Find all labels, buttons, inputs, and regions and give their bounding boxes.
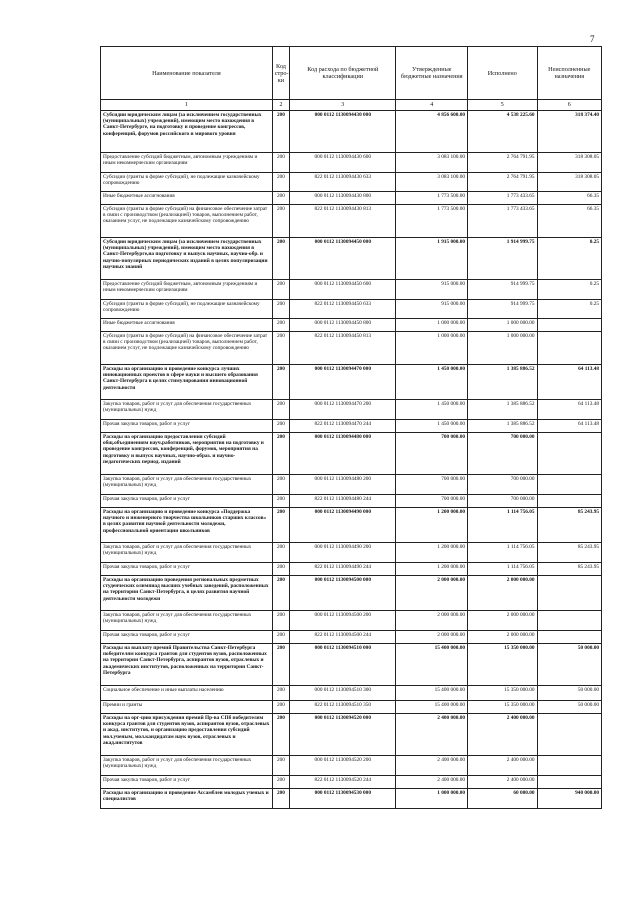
row-budget-code-cell: 000 0112 1130094470 000 bbox=[290, 365, 396, 400]
row-line-code-cell: 200 bbox=[272, 756, 289, 776]
row-budget-code-cell: 000 0112 1130094500 000 bbox=[290, 576, 396, 611]
row-executed-cell: 700 000.00 bbox=[468, 495, 538, 508]
row-executed-cell: 1 385 886.52 bbox=[468, 400, 538, 420]
column-number: 2 bbox=[272, 100, 289, 111]
row-executed-cell: 2 000 000.00 bbox=[468, 576, 538, 611]
row-name-cell: Премии и гранты bbox=[101, 701, 273, 714]
header-budget-code: Код расхода по бюджетной классификации bbox=[290, 47, 396, 100]
row-line-code-cell: 200 bbox=[272, 300, 289, 319]
row-budget-code-cell: 000 0112 1130094450 800 bbox=[290, 319, 396, 332]
row-approved-cell: 700 000.00 bbox=[396, 475, 468, 495]
row-name-cell: Расходы на организацию предоставления субсидий общ.объединениям науч.работников, мероприятия на подготовку и проведение конгрессов, конференций, форумов, мероприятия на подготовку и выпуск научных, научно-образ. и научно-педагогических период. изданий bbox=[101, 433, 273, 475]
row-line-code-cell: 200 bbox=[272, 611, 289, 631]
row-budget-code-cell: 822 0112 1130094430 813 bbox=[290, 205, 396, 238]
row-budget-code-cell: 000 0112 1130094490 000 bbox=[290, 508, 396, 543]
row-executed-cell: 700 000.00 bbox=[468, 475, 538, 495]
table-row bbox=[101, 332, 602, 365]
row-line-code-cell: 200 bbox=[272, 508, 289, 543]
row-approved-cell: 1 200 000.00 bbox=[396, 543, 468, 563]
row-executed-cell: 914 999.75 bbox=[468, 280, 538, 300]
row-budget-code-cell: 000 0112 1130094520 200 bbox=[290, 756, 396, 776]
row-budget-code-cell: 000 0112 1130094430 000 bbox=[290, 111, 396, 153]
table-row bbox=[101, 153, 602, 173]
row-executed-cell: 1 114 756.05 bbox=[468, 508, 538, 543]
header-name: Наименование показателя bbox=[101, 47, 273, 100]
row-executed-cell: 2 000 000.00 bbox=[468, 631, 538, 644]
row-name-cell: Прочая закупка товаров, работ и услуг bbox=[101, 776, 273, 789]
row-name-cell: Субсидии юридическим лицам (за исключением государственных (муниципальных) учреждений), имеющим место нахождения в Санкт-Петербурге, на подготовку и проведение конгрессов, конференций, форумов российского и мирового уровня bbox=[101, 111, 273, 153]
row-unexecuted-cell bbox=[537, 611, 601, 631]
row-line-code-cell: 200 bbox=[272, 319, 289, 332]
row-executed-cell: 1 000 000.00 bbox=[468, 332, 538, 365]
row-executed-cell: 1 385 886.52 bbox=[468, 365, 538, 400]
row-executed-cell: 2 764 791.95 bbox=[468, 173, 538, 192]
row-approved-cell: 4 856 600.00 bbox=[396, 111, 468, 153]
row-executed-cell: 1 385 886.52 bbox=[468, 420, 538, 433]
row-unexecuted-cell: 85 243.95 bbox=[537, 508, 601, 543]
row-executed-cell: 1 114 756.05 bbox=[468, 543, 538, 563]
row-unexecuted-cell bbox=[537, 495, 601, 508]
row-approved-cell: 15 400 000.00 bbox=[396, 644, 468, 686]
column-number: 3 bbox=[290, 100, 396, 111]
row-unexecuted-cell: 50 000.00 bbox=[537, 701, 601, 714]
row-budget-code-cell: 822 0112 1130094500 244 bbox=[290, 631, 396, 644]
row-line-code-cell: 200 bbox=[272, 543, 289, 563]
row-line-code-cell: 200 bbox=[272, 714, 289, 756]
row-approved-cell: 1 000 000.00 bbox=[396, 789, 468, 809]
row-approved-cell: 2 000 000.00 bbox=[396, 631, 468, 644]
row-approved-cell: 2 000 000.00 bbox=[396, 611, 468, 631]
table-row bbox=[101, 205, 602, 238]
row-approved-cell: 915 000.00 bbox=[396, 280, 468, 300]
row-line-code-cell: 200 bbox=[272, 238, 289, 280]
row-line-code-cell: 200 bbox=[272, 280, 289, 300]
table-row bbox=[101, 319, 602, 332]
row-executed-cell: 700 000.00 bbox=[468, 433, 538, 475]
table-row bbox=[101, 631, 602, 644]
row-approved-cell: 1 450 000.00 bbox=[396, 365, 468, 400]
row-approved-cell: 2 400 000.00 bbox=[396, 714, 468, 756]
row-unexecuted-cell: 0.25 bbox=[537, 238, 601, 280]
row-unexecuted-cell: 85 243.95 bbox=[537, 563, 601, 576]
row-unexecuted-cell: 85 243.95 bbox=[537, 543, 601, 563]
row-unexecuted-cell: 64 113.48 bbox=[537, 400, 601, 420]
row-unexecuted-cell bbox=[537, 776, 601, 789]
row-unexecuted-cell bbox=[537, 576, 601, 611]
row-unexecuted-cell: 66.35 bbox=[537, 205, 601, 238]
row-unexecuted-cell: 64 113.48 bbox=[537, 365, 601, 400]
row-line-code-cell: 200 bbox=[272, 400, 289, 420]
row-budget-code-cell: 000 0112 1130094450 000 bbox=[290, 238, 396, 280]
row-name-cell: Прочая закупка товаров, работ и услуг bbox=[101, 420, 273, 433]
row-name-cell: Закупка товаров, работ и услуг для обеспечения государственных (муниципальных) нужд bbox=[101, 611, 273, 631]
row-unexecuted-cell: 318 308.05 bbox=[537, 173, 601, 192]
row-budget-code-cell: 000 0112 1130094510 000 bbox=[290, 644, 396, 686]
row-name-cell: Закупка товаров, работ и услуг для обеспечения государственных (муниципальных) нужд bbox=[101, 475, 273, 495]
row-line-code-cell: 200 bbox=[272, 644, 289, 686]
row-name-cell: Расходы на орг-цию присуждения премий Пр-ва СПб победителям конкурса грантов для студентов вузов, аспирантов вузов, отраслевых и акад. институтов, и организацию предоставления субсидий мол.ученым, мол.кандидатам наук вузов, отраслевых и акад.институтов bbox=[101, 714, 273, 756]
row-approved-cell: 1 200 000.00 bbox=[396, 508, 468, 543]
table-row bbox=[101, 543, 602, 563]
row-line-code-cell: 200 bbox=[272, 789, 289, 809]
row-unexecuted-cell bbox=[537, 319, 601, 332]
row-executed-cell: 60 000.00 bbox=[468, 789, 538, 809]
row-approved-cell: 15 400 000.00 bbox=[396, 701, 468, 714]
row-line-code-cell: 200 bbox=[272, 173, 289, 192]
row-unexecuted-cell bbox=[537, 475, 601, 495]
row-unexecuted-cell: 940 000.00 bbox=[537, 789, 601, 809]
row-budget-code-cell: 000 0112 1130094470 200 bbox=[290, 400, 396, 420]
row-line-code-cell: 200 bbox=[272, 475, 289, 495]
row-approved-cell: 2 400 000.00 bbox=[396, 756, 468, 776]
column-number: 6 bbox=[537, 100, 601, 111]
row-budget-code-cell: 822 0112 1130094490 244 bbox=[290, 563, 396, 576]
column-number-row bbox=[101, 100, 602, 111]
row-name-cell: Иные бюджетные ассигнования bbox=[101, 319, 273, 332]
table-row bbox=[101, 192, 602, 205]
row-line-code-cell: 200 bbox=[272, 153, 289, 173]
row-name-cell: Предоставление субсидий бюджетным, автономным учреждениям и иным некоммерческим организациям bbox=[101, 280, 273, 300]
table-row bbox=[101, 701, 602, 714]
table-row bbox=[101, 789, 602, 809]
row-name-cell: Субсидии (гранты в форме субсидий) на финансовое обеспечение затрат в связи с производством (реализацией) товаров, выполнением работ, оказанием услуг, не подлежащие казначейскому сопровождению bbox=[101, 205, 273, 238]
row-line-code-cell: 200 bbox=[272, 576, 289, 611]
row-approved-cell: 915 000.00 bbox=[396, 300, 468, 319]
row-executed-cell: 2 764 791.95 bbox=[468, 153, 538, 173]
row-unexecuted-cell bbox=[537, 433, 601, 475]
row-approved-cell: 1 000 000.00 bbox=[396, 319, 468, 332]
header-line-code: Код стро-ки bbox=[272, 47, 289, 100]
row-approved-cell: 1 200 000.00 bbox=[396, 563, 468, 576]
table-row bbox=[101, 300, 602, 319]
row-name-cell: Закупка товаров, работ и услуг для обеспечения государственных (муниципальных) нужд bbox=[101, 756, 273, 776]
row-approved-cell: 3 083 100.00 bbox=[396, 173, 468, 192]
row-name-cell: Субсидии (гранты в форме субсидий) на финансовое обеспечение затрат в связи с производством (реализацией) товаров, выполнением работ, оказанием услуг, не подлежащие казначейскому сопровождению bbox=[101, 332, 273, 365]
row-executed-cell: 1 773 433.65 bbox=[468, 192, 538, 205]
table-row bbox=[101, 686, 602, 701]
row-executed-cell: 2 400 000.00 bbox=[468, 776, 538, 789]
row-budget-code-cell: 000 0112 1130094450 600 bbox=[290, 280, 396, 300]
row-approved-cell: 2 400 000.00 bbox=[396, 776, 468, 789]
table-row bbox=[101, 714, 602, 756]
row-unexecuted-cell bbox=[537, 756, 601, 776]
row-executed-cell: 2 400 000.00 bbox=[468, 756, 538, 776]
row-name-cell: Субсидии юридическим лицам (за исключением государственных (муниципальных) учреждений), имеющим место нахождения в Санкт-Петербурге,на подготовку и выпуск научных, научно-обр. и научно-популярных периодических изданий в целях популяризации научных знаний bbox=[101, 238, 273, 280]
row-budget-code-cell: 000 0112 1130094430 600 bbox=[290, 153, 396, 173]
row-name-cell: Закупка товаров, работ и услуг для обеспечения государственных (муниципальных) нужд bbox=[101, 400, 273, 420]
table-row bbox=[101, 495, 602, 508]
row-budget-code-cell: 000 0112 1130094510 300 bbox=[290, 686, 396, 701]
row-budget-code-cell: 822 0112 1130094510 350 bbox=[290, 701, 396, 714]
row-budget-code-cell: 000 0112 1130094490 200 bbox=[290, 543, 396, 563]
row-name-cell: Прочая закупка товаров, работ и услуг bbox=[101, 563, 273, 576]
header-executed: Исполнено bbox=[468, 47, 538, 100]
column-number: 4 bbox=[396, 100, 468, 111]
row-executed-cell: 1 914 999.75 bbox=[468, 238, 538, 280]
row-name-cell: Расходы на организацию и проведение конкурса лучших инновационных проектов в сфере науки и высшего образования Санкт-Петербурга в целях стимулирования инновационной деятельности bbox=[101, 365, 273, 400]
row-approved-cell: 2 000 000.00 bbox=[396, 576, 468, 611]
row-unexecuted-cell: 50 000.00 bbox=[537, 644, 601, 686]
row-executed-cell: 2 400 000.00 bbox=[468, 714, 538, 756]
table-row bbox=[101, 365, 602, 400]
row-name-cell: Иные бюджетные ассигнования bbox=[101, 192, 273, 205]
row-budget-code-cell: 000 0112 1130094520 000 bbox=[290, 714, 396, 756]
row-executed-cell: 1 114 756.05 bbox=[468, 563, 538, 576]
table-row bbox=[101, 644, 602, 686]
table-header-row bbox=[101, 47, 602, 100]
row-unexecuted-cell: 64 113.48 bbox=[537, 420, 601, 433]
row-name-cell: Прочая закупка товаров, работ и услуг bbox=[101, 495, 273, 508]
table-row bbox=[101, 433, 602, 475]
row-budget-code-cell: 822 0112 1130094470 244 bbox=[290, 420, 396, 433]
row-budget-code-cell: 822 0112 1130094480 244 bbox=[290, 495, 396, 508]
row-line-code-cell: 200 bbox=[272, 701, 289, 714]
table-body bbox=[101, 111, 602, 809]
row-executed-cell: 15 350 000.00 bbox=[468, 644, 538, 686]
row-approved-cell: 1 915 000.00 bbox=[396, 238, 468, 280]
row-executed-cell: 1 000 000.00 bbox=[468, 319, 538, 332]
row-budget-code-cell: 822 0112 1130094430 633 bbox=[290, 173, 396, 192]
table-row bbox=[101, 420, 602, 433]
row-line-code-cell: 200 bbox=[272, 420, 289, 433]
row-executed-cell: 1 773 433.65 bbox=[468, 205, 538, 238]
row-line-code-cell: 200 bbox=[272, 433, 289, 475]
header-unexecuted: Неисполненные назначения bbox=[537, 47, 601, 100]
table-row bbox=[101, 475, 602, 495]
page-number: 7 bbox=[590, 34, 595, 44]
row-name-cell: Предоставление субсидий бюджетным, автономным учреждениям и иным некоммерческим организациям bbox=[101, 153, 273, 173]
row-name-cell: Расходы на выплату премий Правительства Санкт-Петербурга победителям конкурса грантов для студентов вузов, расположенных на территории Санкт-Петербурга, аспирантов вузов, отраслевых и академических институтов, расположенных на территории Санкт-Петербурга bbox=[101, 644, 273, 686]
row-executed-cell: 914 999.75 bbox=[468, 300, 538, 319]
row-approved-cell: 1 773 500.00 bbox=[396, 205, 468, 238]
row-budget-code-cell: 000 0112 1130094430 800 bbox=[290, 192, 396, 205]
row-unexecuted-cell: 66.35 bbox=[537, 192, 601, 205]
row-approved-cell: 3 083 100.00 bbox=[396, 153, 468, 173]
column-number: 5 bbox=[468, 100, 538, 111]
table-row bbox=[101, 111, 602, 153]
row-name-cell: Расходы на организацию и проведение конкурса «Поддержка научного и инженерного творчества школьников старших классов» в целях развития научной деятельности молодежи, профессиональной ориентации школьников bbox=[101, 508, 273, 543]
budget-execution-table bbox=[100, 46, 602, 809]
row-line-code-cell: 200 bbox=[272, 631, 289, 644]
row-line-code-cell: 200 bbox=[272, 563, 289, 576]
row-budget-code-cell: 000 0112 1130094480 200 bbox=[290, 475, 396, 495]
table-row bbox=[101, 173, 602, 192]
row-name-cell: Субсидии (гранты в форме субсидий), не подлежащие казначейскому сопровождению bbox=[101, 173, 273, 192]
row-executed-cell: 15 350 000.00 bbox=[468, 701, 538, 714]
row-unexecuted-cell: 0.25 bbox=[537, 300, 601, 319]
row-unexecuted-cell bbox=[537, 714, 601, 756]
row-line-code-cell: 200 bbox=[272, 365, 289, 400]
row-executed-cell: 4 538 225.60 bbox=[468, 111, 538, 153]
row-line-code-cell: 200 bbox=[272, 192, 289, 205]
row-name-cell: Социальное обеспечение и иные выплаты населению bbox=[101, 686, 273, 701]
table-row bbox=[101, 776, 602, 789]
row-unexecuted-cell: 0.25 bbox=[537, 280, 601, 300]
table-row bbox=[101, 563, 602, 576]
row-approved-cell: 700 000.00 bbox=[396, 433, 468, 475]
row-approved-cell: 1 773 500.00 bbox=[396, 192, 468, 205]
table-row bbox=[101, 611, 602, 631]
row-executed-cell: 15 350 000.00 bbox=[468, 686, 538, 701]
table-row bbox=[101, 400, 602, 420]
row-name-cell: Субсидии (гранты в форме субсидий), не подлежащие казначейскому сопровождению bbox=[101, 300, 273, 319]
row-unexecuted-cell: 50 000.00 bbox=[537, 686, 601, 701]
header-approved: Утвержденные бюджетные назначения bbox=[396, 47, 468, 100]
row-budget-code-cell: 000 0112 1130094530 000 bbox=[290, 789, 396, 809]
row-approved-cell: 1 450 000.00 bbox=[396, 420, 468, 433]
row-budget-code-cell: 000 0112 1130094480 000 bbox=[290, 433, 396, 475]
row-unexecuted-cell bbox=[537, 332, 601, 365]
table-row bbox=[101, 756, 602, 776]
row-line-code-cell: 200 bbox=[272, 686, 289, 701]
row-line-code-cell: 200 bbox=[272, 332, 289, 365]
row-line-code-cell: 200 bbox=[272, 776, 289, 789]
row-budget-code-cell: 822 0112 1130094450 813 bbox=[290, 332, 396, 365]
row-budget-code-cell: 822 0112 1130094450 633 bbox=[290, 300, 396, 319]
row-approved-cell: 15 400 000.00 bbox=[396, 686, 468, 701]
row-line-code-cell: 200 bbox=[272, 495, 289, 508]
row-approved-cell: 1 450 000.00 bbox=[396, 400, 468, 420]
row-name-cell: Прочая закупка товаров, работ и услуг bbox=[101, 631, 273, 644]
row-name-cell: Расходы на организацию и проведение Ассамблеи молодых ученых и специалистов bbox=[101, 789, 273, 809]
row-unexecuted-cell: 318 308.05 bbox=[537, 153, 601, 173]
row-budget-code-cell: 000 0112 1130094500 200 bbox=[290, 611, 396, 631]
row-line-code-cell: 200 bbox=[272, 111, 289, 153]
table-row bbox=[101, 238, 602, 280]
row-unexecuted-cell: 318 374.40 bbox=[537, 111, 601, 153]
row-approved-cell: 700 000.00 bbox=[396, 495, 468, 508]
table-row bbox=[101, 576, 602, 611]
row-name-cell: Расходы на организацию проведения региональных предметных студенческих олимпиад высших учебных заведений, расположенных на территории Санкт-Петербурга, в целях развития научной деятельности молодежи bbox=[101, 576, 273, 611]
column-number: 1 bbox=[101, 100, 273, 111]
row-line-code-cell: 200 bbox=[272, 205, 289, 238]
table-row bbox=[101, 280, 602, 300]
table-row bbox=[101, 508, 602, 543]
row-executed-cell: 2 000 000.00 bbox=[468, 611, 538, 631]
row-budget-code-cell: 822 0112 1130094520 244 bbox=[290, 776, 396, 789]
row-name-cell: Закупка товаров, работ и услуг для обеспечения государственных (муниципальных) нужд bbox=[101, 543, 273, 563]
row-unexecuted-cell bbox=[537, 631, 601, 644]
row-approved-cell: 1 000 000.00 bbox=[396, 332, 468, 365]
